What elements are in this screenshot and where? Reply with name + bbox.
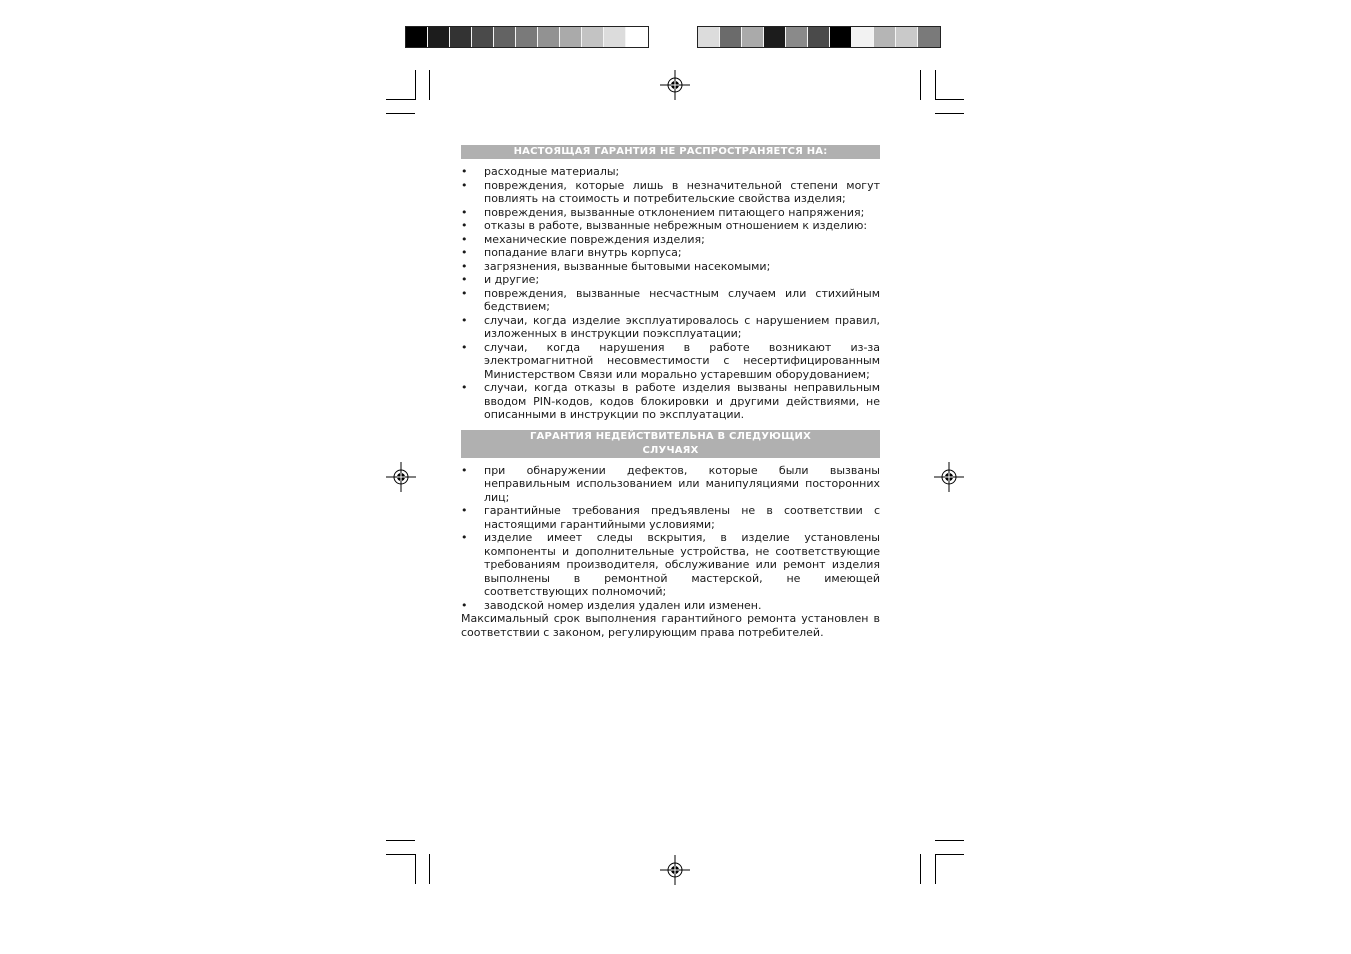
list-item: • повреждения, вызванные несчастным случаем или стихийным бедствием; <box>461 287 880 314</box>
repair-term-note: Максимальный срок выполнения гарантийного ремонта установлен в соответствии с законом, регулирующим права потребителей. <box>461 612 880 639</box>
crop-mark <box>920 70 921 100</box>
color-swatch <box>720 27 742 47</box>
color-swatch <box>428 27 450 47</box>
color-swatch <box>516 27 538 47</box>
crop-mark <box>429 70 430 100</box>
list-item: • повреждения, которые лишь в незначительной степени могут повлиять на стоимость и потребительские свойства изделия; <box>461 179 880 206</box>
list-item: • повреждения, вызванные отклонением питающего напряжения; <box>461 206 880 220</box>
color-swatch <box>626 27 648 47</box>
warranty-content <box>461 145 880 639</box>
color-swatch <box>472 27 494 47</box>
registration-mark-icon <box>660 70 690 100</box>
color-swatch <box>896 27 918 47</box>
void-cases-list <box>461 464 880 613</box>
list-item: • случаи, когда отказы в работе изделия вызваны неправильным вводом PIN-кодов, кодов блокировки и другими действиями, не описанными в инструкции по эксплуатации. <box>461 381 880 422</box>
list-item: • при обнаружении дефектов, которые были вызваны неправильным использованием или манипуляциями посторонних лиц; <box>461 464 880 505</box>
color-swatch <box>582 27 604 47</box>
color-calibration-bar-right <box>697 26 941 48</box>
color-swatch <box>450 27 472 47</box>
color-swatch <box>764 27 786 47</box>
color-swatch <box>808 27 830 47</box>
crop-mark <box>935 854 964 855</box>
crop-mark <box>935 99 964 100</box>
color-calibration-bar-left <box>405 26 649 48</box>
crop-mark <box>935 70 936 100</box>
color-swatch <box>786 27 808 47</box>
color-swatch <box>560 27 582 47</box>
list-item: • попадание влаги внутрь корпуса; <box>461 246 880 260</box>
list-item: • гарантийные требования предъявлены не в соответствии с настоящими гарантийными условиями; <box>461 504 880 531</box>
crop-mark <box>920 854 921 884</box>
list-item: • случаи, когда нарушения в работе возникают из-за электромагнитной несовместимости с несертифицированным Министерством Связи или морально устаревшим оборудованием; <box>461 341 880 382</box>
color-swatch <box>742 27 764 47</box>
crop-mark <box>415 70 416 100</box>
color-swatch <box>852 27 874 47</box>
list-item: • загрязнения, вызванные бытовыми насекомыми; <box>461 260 880 274</box>
color-swatch <box>494 27 516 47</box>
list-item: • и другие; <box>461 273 880 287</box>
crop-mark <box>386 99 415 100</box>
crop-mark <box>415 854 416 884</box>
color-swatch <box>538 27 560 47</box>
color-swatch <box>604 27 626 47</box>
crop-mark <box>935 113 964 114</box>
crop-mark <box>386 113 415 114</box>
crop-mark <box>386 840 415 841</box>
list-item: • заводской номер изделия удален или изменен. <box>461 599 880 613</box>
crop-mark <box>935 840 964 841</box>
list-item: • случаи, когда изделие эксплуатировалось с нарушением правил, изложенных в инструкции поэксплуатации; <box>461 314 880 341</box>
color-swatch <box>918 27 940 47</box>
crop-mark <box>429 854 430 884</box>
color-swatch <box>406 27 428 47</box>
list-item: • изделие имеет следы вскрытия, в изделие установлены компоненты и дополнительные устройства, не соответствующие требованиям производителя, обслуживание или ремонт изделия выполнены в ремонтной мастерской, не имеющей соответствующих полномочий; <box>461 531 880 599</box>
list-item: • механические повреждения изделия; <box>461 233 880 247</box>
exclusions-list <box>461 165 880 422</box>
list-item: • расходные материалы; <box>461 165 880 179</box>
section-title-void-cases: ГАРАНТИЯ НЕДЕЙСТВИТЕЛЬНА В СЛЕДУЮЩИХ СЛУЧАЯХ <box>461 430 880 458</box>
color-swatch <box>698 27 720 47</box>
color-swatch <box>874 27 896 47</box>
crop-mark <box>386 854 415 855</box>
color-swatch <box>830 27 852 47</box>
list-item: • отказы в работе, вызванные небрежным отношением к изделию: <box>461 219 880 233</box>
registration-mark-icon <box>660 855 690 885</box>
registration-mark-icon <box>386 462 416 492</box>
section-title-exclusions: НАСТОЯЩАЯ ГАРАНТИЯ НЕ РАСПРОСТРАНЯЕТСЯ НА: <box>461 145 880 159</box>
crop-mark <box>935 854 936 884</box>
registration-mark-icon <box>934 462 964 492</box>
